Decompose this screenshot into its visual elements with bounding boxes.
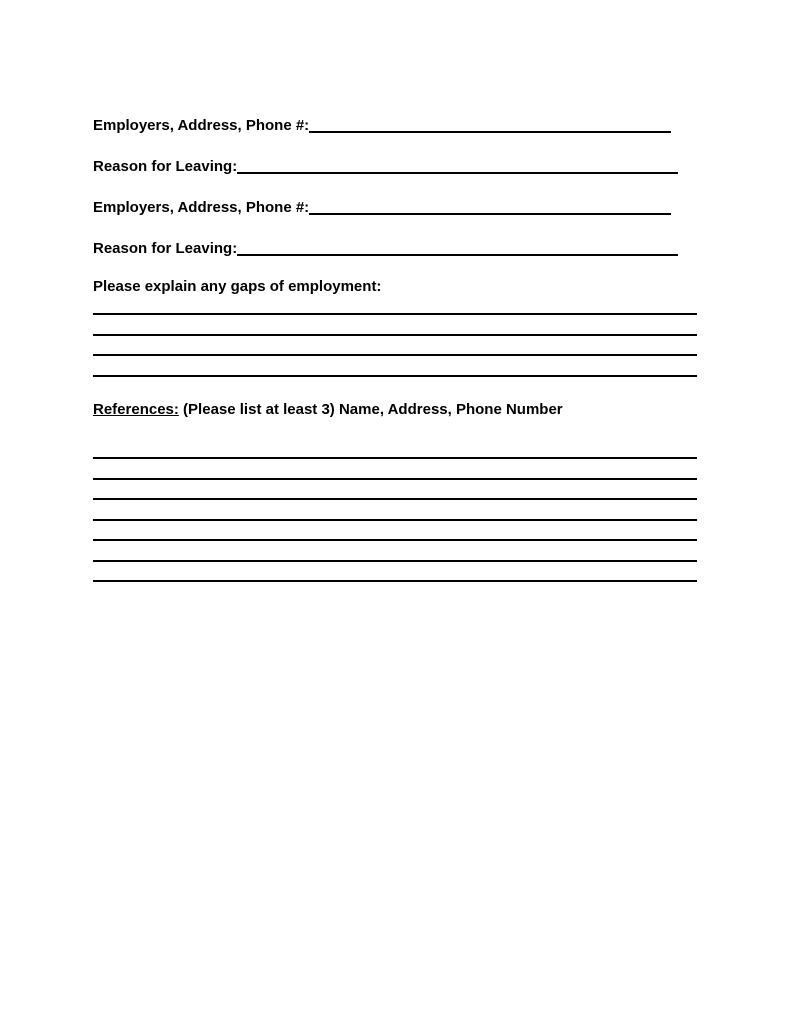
- employer-2-field: [93, 196, 671, 216]
- references-label: References:: [93, 401, 179, 418]
- gaps-line-3[interactable]: [93, 354, 697, 356]
- gaps-line-1[interactable]: [93, 313, 697, 315]
- employer-1-field: [93, 114, 671, 134]
- reason-1-label: Reason for Leaving:: [93, 158, 238, 175]
- reference-line-2[interactable]: [93, 478, 697, 480]
- reason-1-field: [93, 155, 678, 175]
- references-heading: [93, 401, 563, 419]
- reference-line-7[interactable]: [93, 580, 697, 582]
- employer-2-label: Employers, Address, Phone #:: [93, 199, 310, 216]
- gaps-heading: Please explain any gaps of employment:: [93, 278, 382, 295]
- reason-2-input-line[interactable]: [237, 240, 678, 256]
- reference-line-6[interactable]: [93, 560, 697, 562]
- reference-line-1[interactable]: [93, 457, 697, 459]
- reference-line-5[interactable]: [93, 539, 697, 541]
- reason-2-label: Reason for Leaving:: [93, 240, 238, 257]
- reference-line-4[interactable]: [93, 519, 697, 521]
- references-instruction: (Please list at least 3) Name, Address, Phone Number: [178, 401, 563, 418]
- employer-2-input-line[interactable]: [309, 199, 671, 215]
- gaps-line-4[interactable]: [93, 375, 697, 377]
- reason-1-input-line[interactable]: [237, 158, 678, 174]
- employer-1-label: Employers, Address, Phone #:: [93, 117, 310, 134]
- employer-1-input-line[interactable]: [309, 117, 671, 133]
- gaps-line-2[interactable]: [93, 334, 697, 336]
- reason-2-field: [93, 237, 678, 257]
- reference-line-3[interactable]: [93, 498, 697, 500]
